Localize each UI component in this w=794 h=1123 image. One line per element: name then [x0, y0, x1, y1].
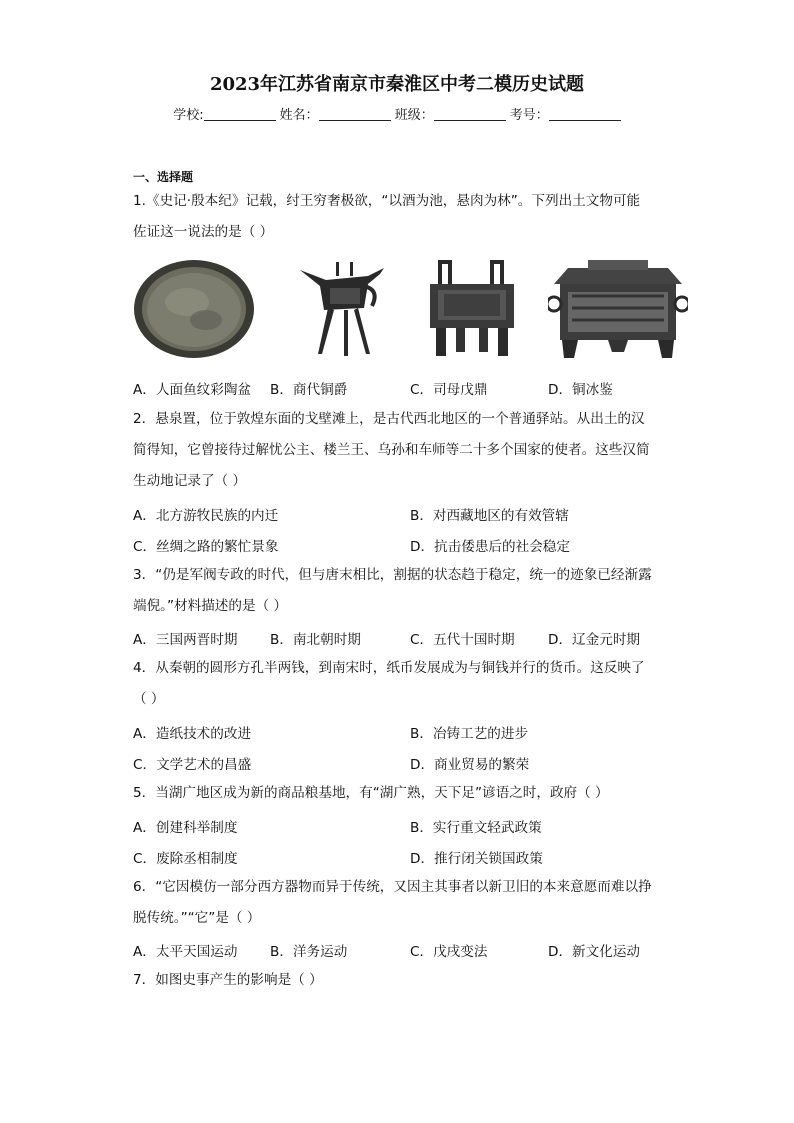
option-2d[interactable]: D．抗击倭患后的社会稳定 — [410, 539, 570, 555]
option-5b[interactable]: B．实行重文轻武政策 — [410, 820, 542, 836]
option-6d[interactable]: D．新文化运动 — [548, 944, 641, 960]
question-3 — [133, 560, 663, 622]
question-stem-line: 5．当湖广地区成为新的商品粮基地，有“湖广熟，天下足”谚语之时，政府（ ） — [133, 785, 609, 801]
option-1c[interactable]: C．司母戊鼎 — [410, 382, 488, 398]
class-label: 班级： — [394, 108, 434, 123]
number-label: 考号： — [509, 108, 549, 123]
question-stem-line: 4．从秦朝的圆形方孔半两钱，到南宋时，纸币发展成为与铜钱并行的货币。这反映了 — [133, 660, 645, 676]
section-heading: 一、选择题 — [133, 170, 194, 184]
bronze-ice-box-image — [548, 258, 688, 362]
name-field[interactable] — [319, 108, 391, 121]
question-stem-line: （ ） — [133, 691, 165, 707]
question-6 — [133, 872, 663, 934]
option-5a[interactable]: A．创建科举制度 — [133, 820, 238, 836]
question-stem-line: 3．“仍是军阀专政的时代，但与唐末相比，割据的状态趋于稳定，统一的迹象已经渐露 — [133, 567, 652, 583]
option-4d[interactable]: D．商业贸易的繁荣 — [410, 757, 530, 773]
option-3b[interactable]: B．南北朝时期 — [270, 632, 361, 648]
question-stem-line: 端倪。”材料描述的是（ ） — [133, 598, 288, 614]
option-6b[interactable]: B．洋务运动 — [270, 944, 348, 960]
pottery-basin-image — [132, 258, 256, 360]
question-stem-line: 7．如图史事产生的影响是（ ） — [133, 972, 323, 988]
question-stem-line: 脱传统。”“它”是（ ） — [133, 910, 261, 926]
option-4c[interactable]: C．文学艺术的昌盛 — [133, 757, 252, 773]
student-info-line — [0, 104, 794, 123]
option-4b[interactable]: B．冶铸工艺的进步 — [410, 726, 529, 742]
class-field[interactable] — [434, 108, 506, 121]
question-1 — [133, 186, 663, 248]
artifact-image-row — [128, 258, 688, 362]
question-stem-line: 1.《史记·殷本纪》记载，纣王穷奢极欲，“以酒为池，悬肉为林”。下列出土文物可能 — [133, 193, 641, 209]
option-6a[interactable]: A．太平天国运动 — [133, 944, 238, 960]
option-2c[interactable]: C．丝绸之路的繁忙景象 — [133, 539, 279, 555]
number-field[interactable] — [549, 108, 621, 121]
question-stem-line: 简得知，它曾接待过解忧公主、楼兰王、乌孙和车师等二十多个国家的使者。这些汉简 — [133, 442, 650, 458]
option-1d[interactable]: D．铜冰鉴 — [548, 382, 613, 398]
question-stem-line: 佐证这一说法的是（ ） — [133, 224, 274, 240]
option-1b[interactable]: B．商代铜爵 — [270, 382, 348, 398]
simuwu-ding-image — [426, 258, 518, 358]
option-2a[interactable]: A．北方游牧民族的内迁 — [133, 508, 279, 524]
option-6c[interactable]: C．戊戌变法 — [410, 944, 488, 960]
option-4a[interactable]: A．造纸技术的改进 — [133, 726, 252, 742]
exam-title: 2023年江苏省南京市秦淮区中考二模历史试题 — [209, 74, 585, 95]
question-4 — [133, 653, 663, 715]
question-stem-line: 2．悬泉置，位于敦煌东面的戈壁滩上，是古代西北地区的一个普通驿站。从出土的汉 — [133, 411, 645, 427]
option-3a[interactable]: A．三国两晋时期 — [133, 632, 238, 648]
option-3d[interactable]: D．辽金元时期 — [548, 632, 641, 648]
bronze-jue-image — [296, 258, 388, 358]
name-label: 姓名： — [279, 108, 319, 123]
question-stem-line: 6．“它因模仿一部分西方器物而异于传统，又因主其事者以新卫旧的本来意愿而难以挣 — [133, 879, 652, 895]
option-5d[interactable]: D．推行闭关锁国政策 — [410, 851, 543, 867]
question-stem-line: 生动地记录了（ ） — [133, 473, 247, 489]
option-1a[interactable]: A．人面鱼纹彩陶盆 — [133, 382, 252, 398]
question-7 — [133, 965, 663, 996]
option-3c[interactable]: C．五代十国时期 — [410, 632, 515, 648]
school-label: 学校: — [173, 108, 204, 123]
question-2 — [133, 404, 663, 497]
option-2b[interactable]: B．对西藏地区的有效管辖 — [410, 508, 569, 524]
option-5c[interactable]: C．废除丞相制度 — [133, 851, 238, 867]
school-field[interactable] — [204, 108, 276, 121]
question-5 — [133, 778, 663, 809]
